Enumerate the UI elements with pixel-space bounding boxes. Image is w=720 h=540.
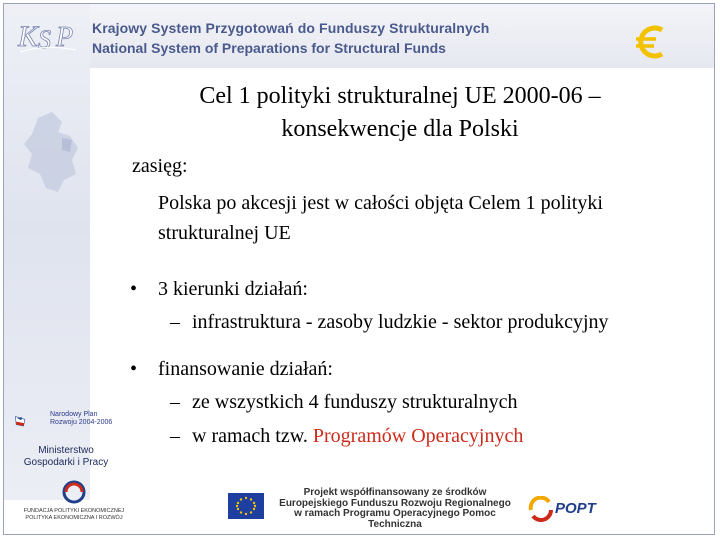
bullet-icon: • <box>130 278 138 300</box>
npr-label <box>50 411 112 427</box>
foundation-line-2: POLITYKA EKONOMICZNA I ROZWÓJ <box>25 515 123 521</box>
bullet-text: 3 kierunki działań: <box>158 278 308 300</box>
title-line-2: konsekwencje dla Polski <box>281 116 519 142</box>
ministry-line-1: Ministerstwo <box>38 445 94 456</box>
foundation-label <box>14 508 134 522</box>
bullet-icon: • <box>130 358 138 380</box>
npr-line-1: Narodowy Plan <box>50 411 98 418</box>
svg-text:P: P <box>56 22 74 53</box>
dash-icon: – <box>170 391 180 413</box>
cofinancing-line-3: w ramach Programu Operacyjnego Pomoc Techniczna <box>294 508 496 530</box>
bullet-text: finansowanie działań: <box>158 358 333 380</box>
svg-text:K: K <box>18 20 39 53</box>
slide-title <box>130 80 670 146</box>
sub-text-highlight: Programów Operacyjnych <box>312 425 524 447</box>
ksp-logo-icon <box>16 14 80 56</box>
bullet-item <box>130 358 333 381</box>
sub-text: ze wszystkich 4 funduszy strukturalnych <box>192 391 518 413</box>
scope-line-1: Polska po akcesji jest w całości objęta Celem 1 polityki <box>158 192 603 214</box>
scope-line-2: strukturalnej UE <box>158 222 291 244</box>
title-line-1: Cel 1 polityki strukturalnej UE 2000-06 – <box>199 83 601 109</box>
euro-icon <box>632 22 672 62</box>
dash-icon: – <box>170 425 180 447</box>
sub-item <box>170 391 517 414</box>
ministry-line-2: Gospodarki i Pracy <box>23 457 109 468</box>
cofinancing-line-2: Europejskiego Funduszu Rozwoju Regionalnego <box>279 497 511 509</box>
npr-flag-icon <box>14 408 54 444</box>
header-title-pl: Krajowy System Przygotowań do Funduszy Strukturalnych <box>92 20 490 36</box>
cofinancing-line-1: Projekt współfinansowany ze środków <box>303 487 487 498</box>
europe-map-icon <box>18 108 88 198</box>
sub-item <box>170 311 609 334</box>
popt-swirl-icon <box>527 496 555 522</box>
npr-line-2: Rozwoju 2004-2006 <box>50 419 113 426</box>
scope-label: zasięg: <box>132 155 188 177</box>
header-title-en: National System of Preparations for Structural Funds <box>92 40 446 56</box>
ministry-label <box>14 445 118 469</box>
svg-text:S: S <box>38 25 51 54</box>
sub-text-plain: w ramach tzw. <box>192 425 313 447</box>
foundation-logo-icon <box>60 480 88 504</box>
sub-text: infrastruktura - zasoby ludzkie - sektor produkcyjny <box>192 311 609 333</box>
sub-item <box>170 425 523 448</box>
dash-icon: – <box>170 311 180 333</box>
eu-flag-icon <box>228 493 264 519</box>
foundation-line-1: FUNDACJA POLITYKI EKONOMICZNEJ <box>23 508 125 514</box>
scope-text <box>158 188 703 248</box>
popt-label: POPT <box>555 500 596 517</box>
bullet-item <box>130 278 308 301</box>
cofinancing-note <box>270 488 520 530</box>
